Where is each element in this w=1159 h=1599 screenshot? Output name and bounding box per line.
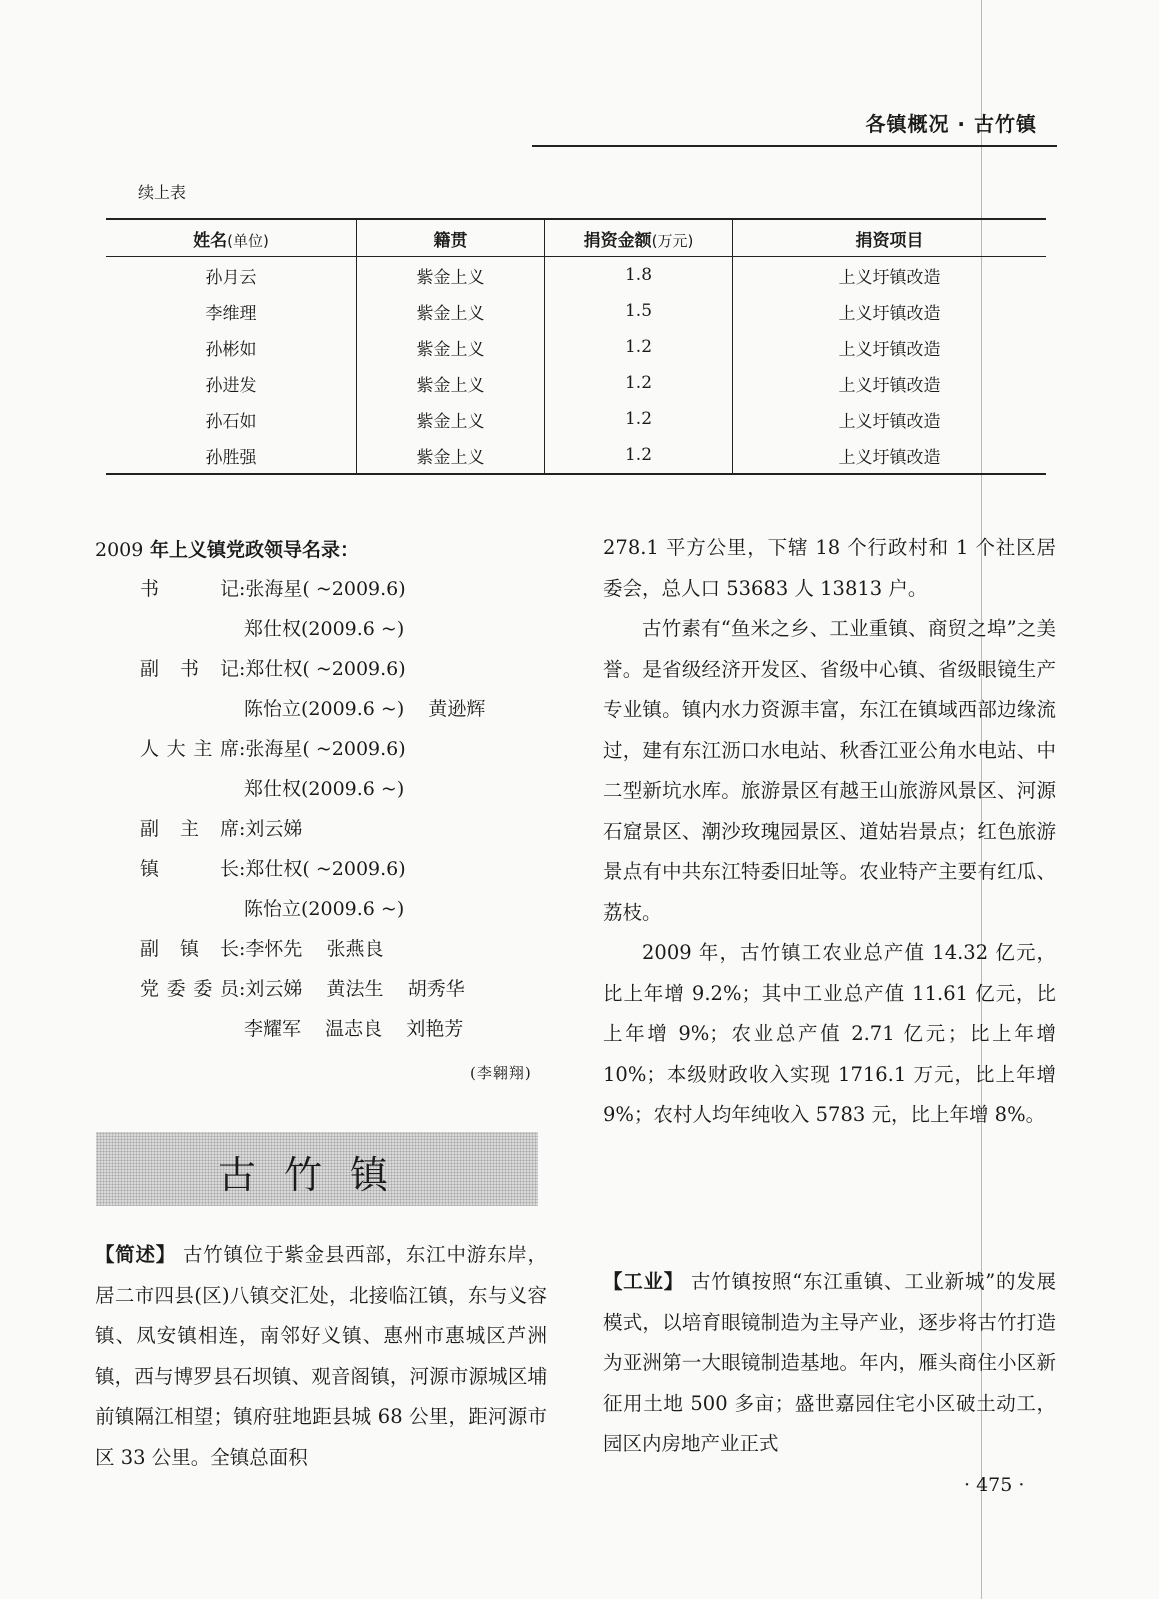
leader-line [140,974,465,1001]
leader-names: 郑仕权(2009.6 ~) [244,778,405,800]
cell-name: 孙进发 [205,375,257,396]
cell-name: 孙月云 [205,267,257,288]
industry-tag: 【工业】 [603,1270,685,1293]
cell-origin: 紫金上义 [357,329,545,365]
leader-line [140,934,384,961]
table-row [106,293,1046,329]
leader-names: :张海星( ~2009.6) [239,738,406,760]
cell-project: 上义圩镇改造 [733,293,1047,329]
table-row [106,257,1046,294]
header-name-label: 姓名 [193,230,228,251]
section-title: 古竹镇 [217,1153,416,1197]
leader-names: :刘云娣 黄法生 胡秀华 [239,978,465,1000]
cell-origin: 紫金上义 [357,401,545,437]
industry-paragraph [603,1262,1056,1465]
leader-line [244,774,404,801]
leader-role: 党委委员 [140,978,239,1000]
cell-project: 上义圩镇改造 [733,257,1047,294]
cell-project: 上义圩镇改造 [733,437,1047,474]
cell-amount: 1.2 [545,329,733,365]
leader-line [140,734,406,761]
leader-role: 副书记 [140,658,239,680]
leader-line [140,574,406,601]
leader-names: :刘云娣 [239,818,303,840]
leader-line [244,694,485,721]
leader-role: 人大主席 [140,738,239,760]
header-amount-unit: (万元) [651,231,694,250]
industry-text: 古竹镇按照“东江重镇、工业新城”的发展模式，以培育眼镜制造为主导产业，逐步将古竹打造为亚洲第一大眼镜制造基地。年内，雁头商住小区新征用土地 500 多亩；盛世嘉园住宅小区破土动工，园区内房地产业正式 [603,1270,1056,1455]
leader-role: 副主席 [140,818,239,840]
leaders-title [95,535,359,562]
header-rule [532,145,1057,147]
leader-role: 书记 [140,578,239,600]
header-project: 捐资项目 [733,219,1047,257]
cell-origin: 紫金上义 [357,257,545,294]
leader-names: 李耀军 温志良 刘艳芳 [244,1018,464,1040]
leaders-title-text: 年上义镇党政领导名录： [143,539,359,561]
cell-name: 孙石如 [205,411,257,432]
intro-text: 古竹镇位于紫金县西部，东江中游东岸，居二市四县(区)八镇交汇处，北接临江镇，东与义容镇、凤安镇相连，南邻好义镇、惠州市惠城区芦洲镇，西与博罗县石坝镇、观音阁镇，河源市源城区埔前镇隔江相望；镇府驻地距县城 68 公里，距河源市区 33 公里。全镇总面积 [95,1243,547,1469]
leader-names: :李怀先 张燕良 [239,938,384,960]
cell-name: 李维理 [205,303,257,324]
intro-tag: 【简述】 [95,1243,177,1266]
cell-amount: 1.2 [545,437,733,474]
intro-paragraph-2: 古竹素有“鱼米之乡、工业重镇、商贸之埠”之美誉。是省级经济开发区、省级中心镇、省级眼镜生产专业镇。镇内水力资源丰富，东江在镇域西部边缘流过，建有东江沥口水电站、秋香江亚公角水电站、中二型新坑水库。旅游景区有越王山旅游风景区、河源石窟景区、潮沙玫瑰园景区、道姑岩景点；红色旅游景点有中共东江特委旧址等。农业特产主要有红瓜、荔枝。 [603,617,1056,924]
cell-amount: 1.2 [545,401,733,437]
running-header: 各镇概况 · 古竹镇 [865,112,1037,136]
intro-paragraph-3: 2009 年，古竹镇工农业总产值 14.32 亿元，比上年增 9.2%；其中工业总产值 11.61 亿元，比上年增 9%；农业总产值 2.71 亿元；比上年增 10%；本级财政收入实现 1716.1 万元，比上年增 9%；农村人均年纯收入 5783 元，比上年增 8%。 [603,941,1056,1126]
leader-names: :张海星( ~2009.6) [239,578,406,600]
right-column-text [603,528,1056,1136]
leader-names: :郑仕权( ~2009.6) [239,858,406,880]
table-row [106,401,1046,437]
leader-names: 陈怡立(2009.6 ~) [244,898,405,920]
leader-names: 陈怡立(2009.6 ~) 黄逊辉 [244,698,486,720]
cell-project: 上义圩镇改造 [733,365,1047,401]
table-caption: 续上表 [138,183,187,202]
leader-line [140,854,406,881]
cell-project: 上义圩镇改造 [733,401,1047,437]
header-amount [545,219,733,257]
header-origin: 籍贯 [357,219,545,257]
cell-amount: 1.8 [545,257,733,294]
header-name-unit: (单位) [227,231,269,250]
cell-amount: 1.2 [545,365,733,401]
cell-origin: 紫金上义 [357,365,545,401]
header-name [106,219,357,257]
table-header-row [106,219,1046,257]
leader-names: 郑仕权(2009.6 ~) [244,618,405,640]
table-row [106,437,1046,474]
table-row [106,329,1046,365]
leader-line [244,894,404,921]
section-banner [96,1132,538,1206]
leader-line [140,654,406,681]
leader-line [244,1014,463,1041]
leader-role: 副镇长 [140,938,239,960]
leader-role: 镇长 [140,858,239,880]
leaders-title-year: 2009 [95,539,144,561]
page-number: · 475 · [964,1474,1025,1496]
cell-name: 孙胜强 [106,437,357,474]
leader-line [244,614,404,641]
cell-project: 上义圩镇改造 [733,329,1047,365]
cell-origin: 紫金上义 [357,293,545,329]
intro-continued: 278.1 平方公里，下辖 18 个行政村和 1 个社区居委会，总人口 53683 人 13813 户。 [603,536,1056,600]
intro-paragraph [95,1235,547,1478]
donation-table [106,218,1046,475]
table-row [106,365,1046,401]
leader-line [140,814,302,841]
author-credit: (李翱翔) [470,1064,532,1082]
cell-name: 孙彬如 [205,339,257,360]
leader-names: :郑仕权( ~2009.6) [239,658,406,680]
cell-origin: 紫金上义 [357,437,545,474]
header-amount-label: 捐资金额 [583,230,652,251]
cell-amount: 1.5 [545,293,733,329]
